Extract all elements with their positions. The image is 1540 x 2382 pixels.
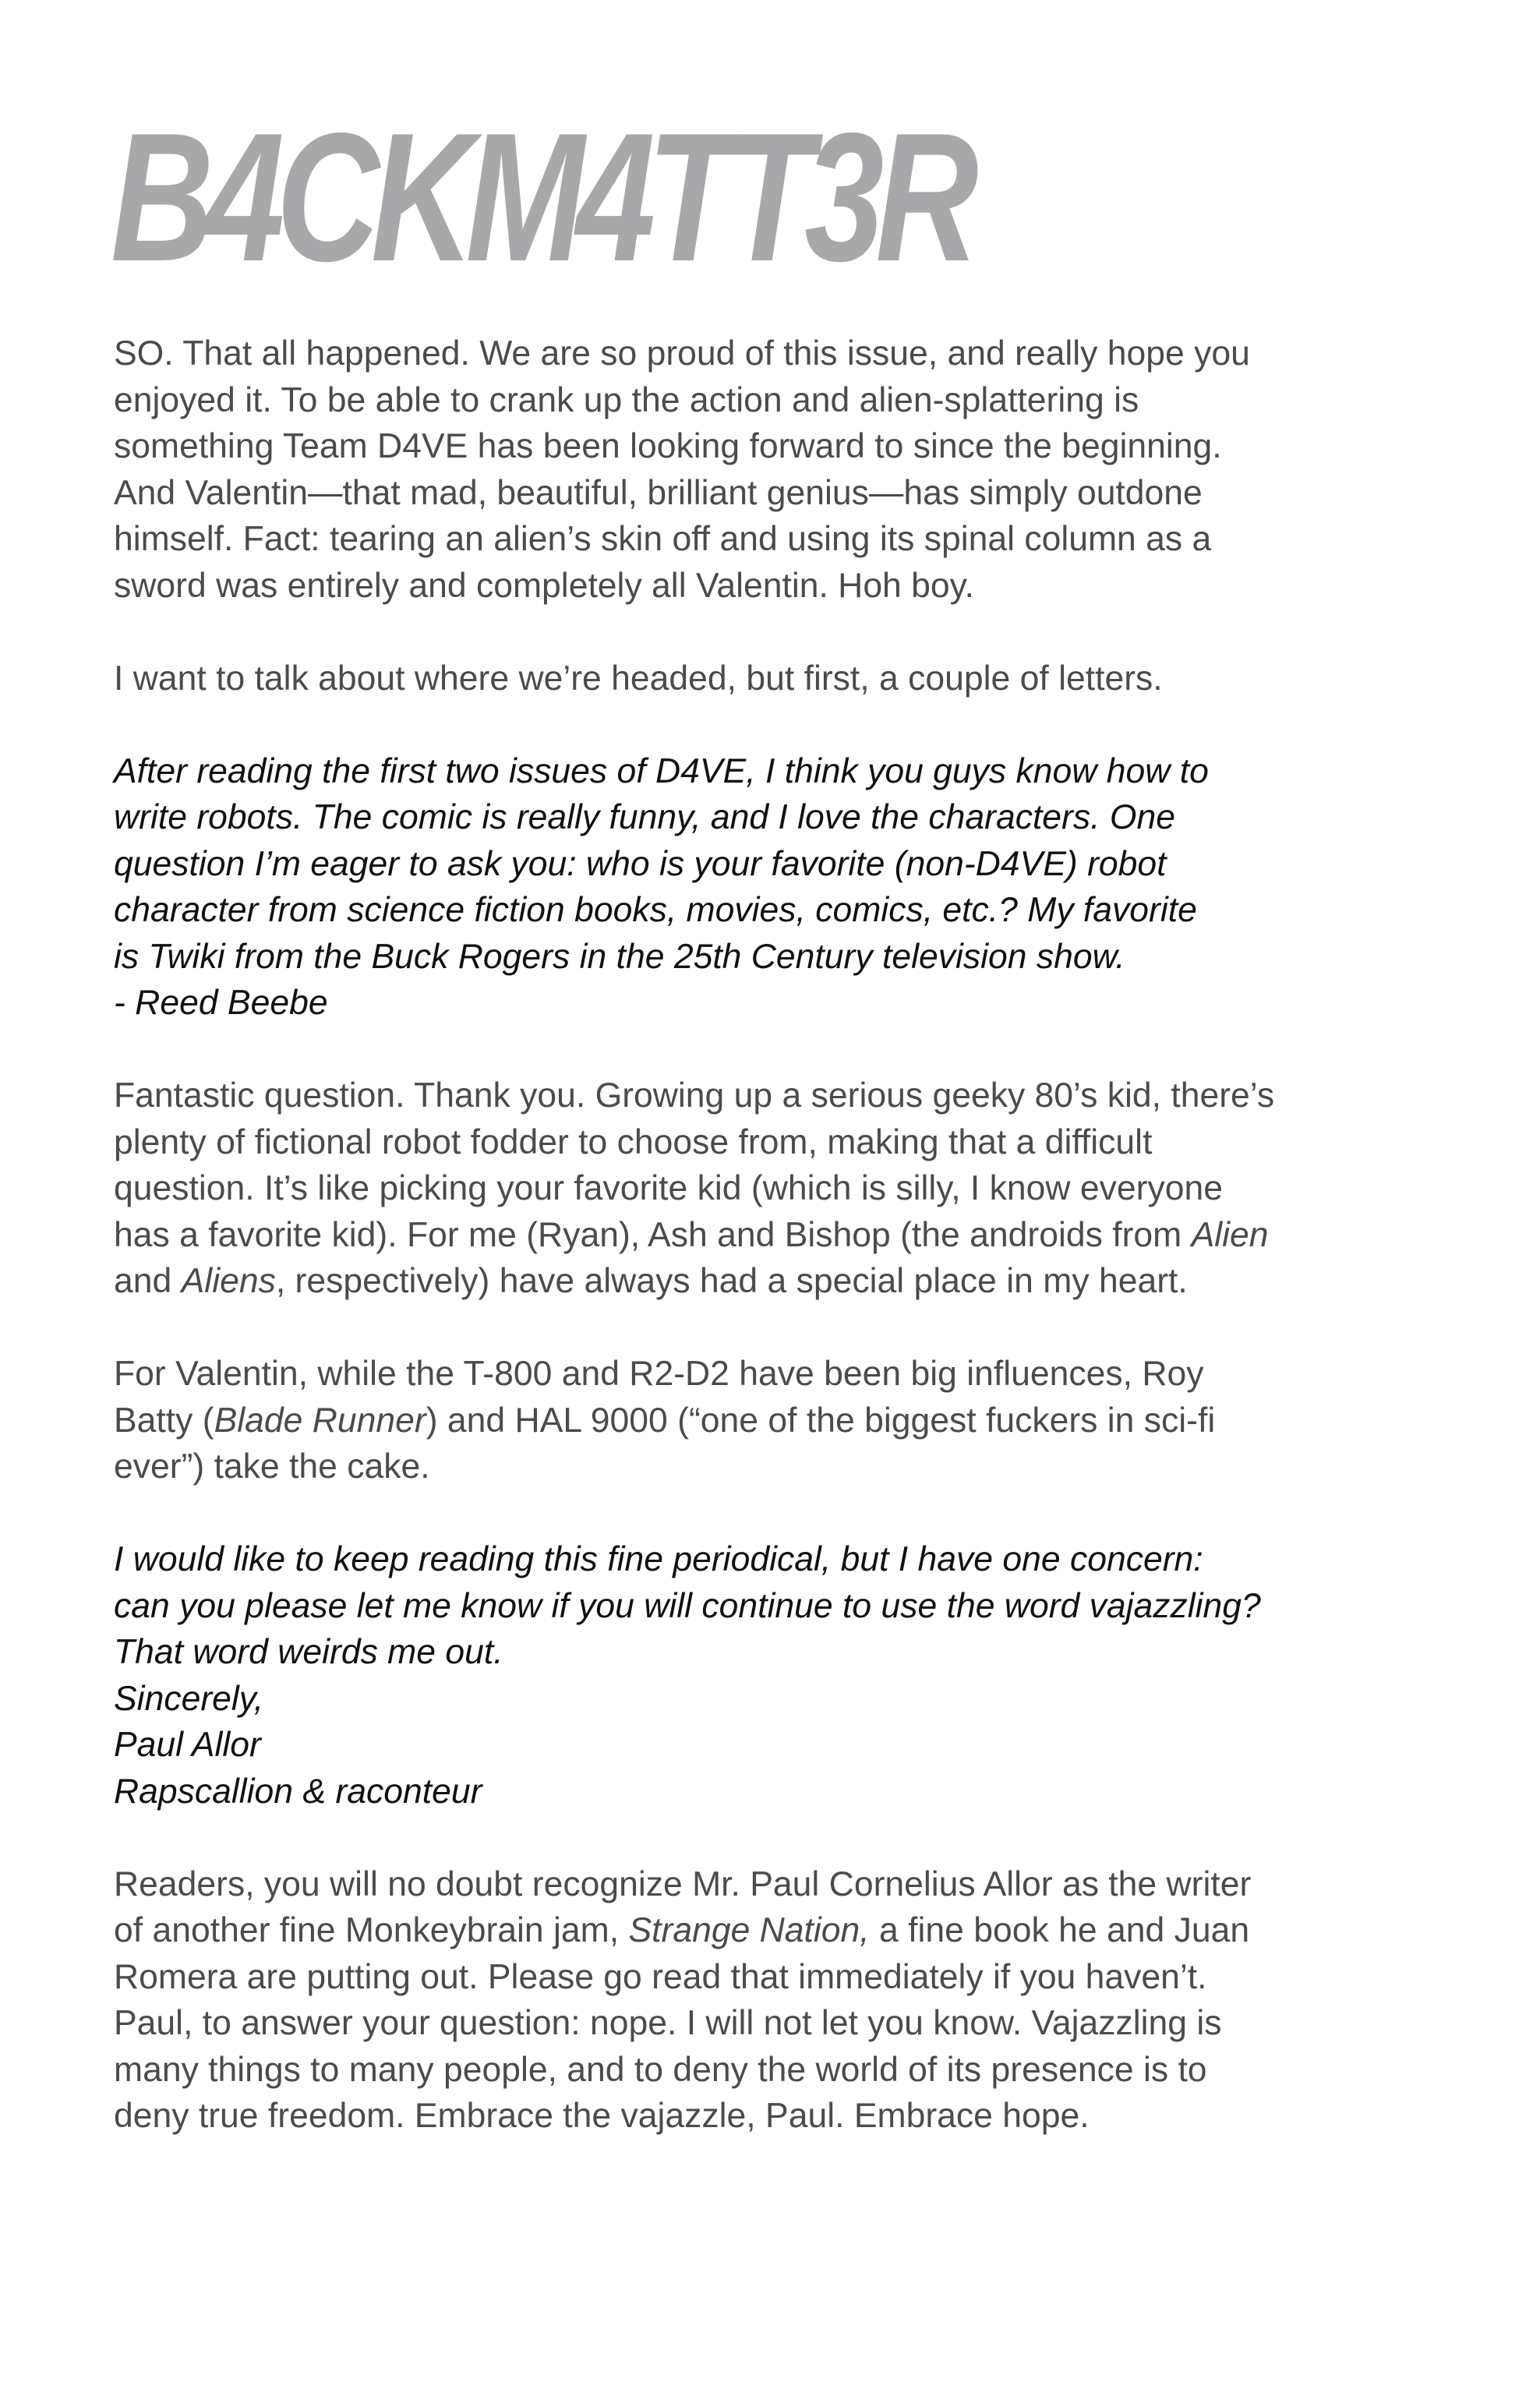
paragraph-answer-ryan	[114, 1073, 1454, 1305]
letter-signature: - Reed Beebe	[114, 984, 328, 1022]
film-title-blade-runner: Blade Runner	[214, 1401, 426, 1440]
text-line: Readers, you will no doubt recognize Mr. Paul Cornelius Allor as the writer	[114, 1864, 1252, 1903]
letter-signature-title: Rapscallion & raconteur	[114, 1772, 482, 1811]
letter-line: After reading the first two issues of D4VE, I think you guys know how to	[114, 751, 1209, 790]
letter-line: I would like to keep reading this fine periodical, but I have one concern:	[114, 1540, 1203, 1578]
film-title-aliens: Aliens	[181, 1262, 276, 1300]
text-line: ever”) take the cake.	[114, 1447, 430, 1486]
text-line	[114, 1258, 1454, 1305]
letter-closing: Sincerely,	[114, 1679, 264, 1718]
text-line	[114, 1907, 1454, 1954]
text-line: question. It’s like picking your favorite kid (which is silly, I know everyone	[114, 1169, 1223, 1207]
text-line	[114, 1212, 1454, 1259]
text-line: enjoyed it. To be able to crank up the action and alien-splattering is	[114, 380, 1139, 419]
text-line: Fantastic question. Thank you. Growing up a serious geeky 80’s kid, there’s	[114, 1076, 1275, 1115]
text-segment: , respectively) have always had a special place in my heart.	[275, 1262, 1188, 1300]
text-line: I want to talk about where we’re headed, but first, a couple of letters.	[114, 659, 1163, 698]
paragraph-intro	[114, 330, 1454, 609]
comic-title-strange-nation: Strange Nation,	[628, 1911, 870, 1949]
text-line: sword was entirely and completely all Valentin. Hoh boy.	[114, 566, 974, 605]
letter-line: character from science fiction books, movies, comics, etc.? My favorite	[114, 891, 1197, 929]
paragraph-transition	[114, 656, 1454, 702]
letter-line: is Twiki from the Buck Rogers in the 25th Century television show.	[114, 937, 1125, 976]
film-title-alien: Alien	[1191, 1215, 1269, 1254]
text-segment: has a favorite kid). For me (Ryan), Ash and Bishop (the androids from	[114, 1215, 1192, 1254]
text-line: something Team D4VE has been looking forward to since the beginning.	[114, 427, 1222, 465]
paragraph-answer-valentin	[114, 1351, 1454, 1490]
letter-line: That word weirds me out.	[114, 1633, 503, 1671]
reader-letter-reed-beebe	[114, 748, 1454, 1027]
reader-letter-paul-allor	[114, 1536, 1454, 1815]
masthead-title: B4CKM4TT3R	[111, 94, 970, 299]
text-line: And Valentin—that mad, beautiful, brilliant genius—has simply outdone	[114, 473, 1203, 512]
text-line: himself. Fact: tearing an alien’s skin off and using its spinal column as a	[114, 520, 1212, 558]
letter-line: can you please let me know if you will continue to use the word vajazzling?	[114, 1586, 1261, 1625]
text-segment: and	[114, 1262, 182, 1300]
letter-signature: Paul Allor	[114, 1726, 261, 1764]
text-line	[114, 1398, 1454, 1444]
text-line: deny true freedom. Embrace the vajazzle, Paul. Embrace hope.	[114, 2097, 1090, 2135]
letter-line: write robots. The comic is really funny, and I love the characters. One	[114, 798, 1175, 836]
text-segment: of another fine Monkeybrain jam,	[114, 1911, 629, 1949]
text-line: Romera are putting out. Please go read that immediately if you haven’t.	[114, 1957, 1207, 1996]
letter-line: question I’m eager to ask you: who is your favorite (non-D4VE) robot	[114, 844, 1167, 883]
article-body	[114, 330, 1454, 2186]
text-segment: Batty (	[114, 1401, 214, 1440]
text-segment: a fine book he and Juan	[869, 1911, 1250, 1949]
text-line: plenty of fictional robot fodder to choose from, making that a difficult	[114, 1122, 1153, 1161]
text-line: Paul, to answer your question: nope. I will not let you know. Vajazzling is	[114, 2004, 1222, 2042]
text-line: many things to many people, and to deny the world of its presence is to	[114, 2050, 1207, 2089]
text-line: SO. That all happened. We are so proud of this issue, and really hope you	[114, 334, 1250, 373]
paragraph-answer-paul	[114, 1861, 1454, 2140]
text-segment: ) and HAL 9000 (“one of the biggest fuckers in sci-fi	[426, 1401, 1216, 1440]
text-line: For Valentin, while the T-800 and R2-D2 have been big influences, Roy	[114, 1355, 1204, 1393]
